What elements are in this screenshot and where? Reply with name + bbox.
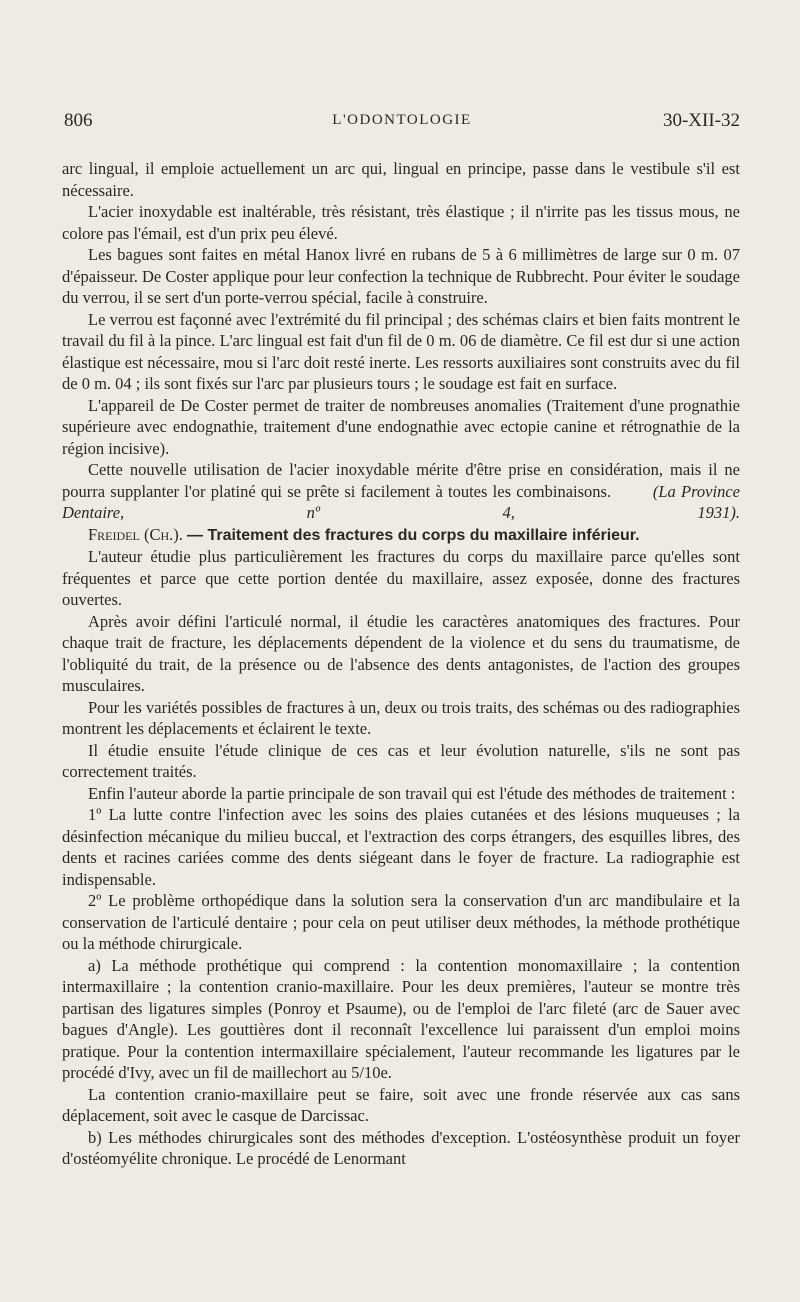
page-body bbox=[62, 158, 740, 1170]
page-number: 806 bbox=[64, 110, 93, 131]
paragraph: Les bagues sont faites en métal Hanox livré en rubans de 5 à 6 millimètres de large sur 0 m. 07 d'épaisseur. De Coster applique pour leur confection la technique de Rubbrecht. Pour éviter le soudage du verrou, il se sert d'un porte-verrou spécial, facile à construire. bbox=[62, 245, 740, 307]
citation: (La Province Dentaire, nº 4, 1931). bbox=[62, 481, 740, 522]
paragraph: 2º Le problème orthopédique dans la solution sera la conservation d'un arc mandibulaire et la conservation de l'articulé dentaire ; pour cela on peut utiliser deux méthodes, la méthode prothétique ou la méthode chirurgicale. bbox=[62, 891, 740, 953]
paragraph: Pour les variétés possibles de fractures à un, deux ou trois traits, des schémas ou des radiographies montrent les déplacements et éclairent le texte. bbox=[62, 697, 740, 738]
article-author: Freidel (Ch.). bbox=[88, 524, 183, 544]
paragraph: a) La méthode prothétique qui comprend : la contention monomaxillaire ; la contention intermaxillaire ; la contention cranio-maxillaire. Pour les deux premières, l'auteur se montre très partisan des ligatures simples (Ponroy et Psaume), ou de l'emploi de l'arc fileté (arc de Sauer avec bagues d'Angle). Les gouttières dont il reconnaît l'excellence lui paraissent d'un emploi moins pratique. Pour la contention intermaxillaire spécialement, l'auteur recommande les ligatures par le procédé d'Ivy, avec un fil de maillechort au 5/10e. bbox=[62, 955, 740, 1082]
journal-title: L'ODONTOLOGIE bbox=[332, 112, 472, 128]
paragraph: Enfin l'auteur aborde la partie principale de son travail qui est l'étude des méthodes de traitement : bbox=[88, 783, 736, 803]
paragraph: 1º La lutte contre l'infection avec les soins des plaies cutanées et des lésions muqueuses ; la désinfection mécanique du milieu buccal, et l'extraction des corps étrangers, des esquilles libres, des dents et racines cariées comme des dents siégeant dans le foyer de fracture. La radiographie est indispensable. bbox=[62, 805, 740, 889]
paragraph-text: Cette nouvelle utilisation de l'acier inoxydable mérite d'être prise en considération, mais il ne pourra supplanter l'or platiné qui se prête si facilement à toutes les combinaisons. bbox=[62, 460, 740, 501]
paragraph: arc lingual, il emploie actuellement un arc qui, lingual en principe, passe dans le vestibule s'il est nécessaire. bbox=[62, 159, 740, 200]
issue-date: 30-XII-32 bbox=[662, 110, 740, 131]
paragraph-with-citation bbox=[62, 459, 740, 524]
paragraph: Il étudie ensuite l'étude clinique de ces cas et leur évolution naturelle, s'ils ne sont pas correctement traités. bbox=[62, 740, 740, 781]
paragraph: L'appareil de De Coster permet de traiter de nombreuses anomalies (Traitement d'une prognathie supérieure avec endognathie, traitement d'une endognathie avec ectopie canine et rétrognathie de la région incisive). bbox=[62, 395, 740, 458]
paragraph: Le verrou est façonné avec l'extrémité du fil principal ; des schémas clairs et bien faits montrent le travail du fil à la pince. L'arc lingual est fait d'un fil de 0 m. 06 de diamètre. Ce fil est dur si une action élastique est nécessaire, mou si l'arc doit resté inerte. Les ressorts auxiliaires sont construits avec du fil de 0 m. 04 ; ils sont fixés sur l'arc par plusieurs tours ; le soudage est fait en surface. bbox=[62, 309, 740, 393]
paragraph: b) Les méthodes chirurgicales sont des méthodes d'exception. L'ostéosynthèse produit un foyer d'ostéomyélite chronique. Le procédé de Lenormant bbox=[62, 1127, 740, 1168]
article-title: — Traitement des fractures du corps du maxillaire inférieur. bbox=[187, 526, 640, 544]
paragraph: Après avoir défini l'articulé normal, il étudie les caractères anatomiques des fractures. Pour chaque trait de fracture, les déplacements dépendent de la violence et du sens du traumatisme, de l'obliquité du trait, de la présence ou de l'absence des dents antagonistes, de l'action des groupes musculaires. bbox=[62, 611, 740, 695]
paragraph: L'acier inoxydable est inaltérable, très résistant, très élastique ; il n'irrite pas les tissus mous, ne colore pas l'émail, est d'un prix peu élevé. bbox=[62, 202, 740, 243]
paragraph: L'auteur étudie plus particulièrement les fractures du corps du maxillaire parce qu'elles sont fréquentes et parce que cette portion dentée du maxillaire, assez exposée, donne des fractures ouvertes. bbox=[62, 547, 740, 609]
article-heading bbox=[62, 524, 740, 547]
paragraph: La contention cranio-maxillaire peut se faire, soit avec une fronde réservée aux cas sans déplacement, soit avec le casque de Darcissac. bbox=[62, 1084, 740, 1125]
running-header bbox=[64, 110, 740, 140]
